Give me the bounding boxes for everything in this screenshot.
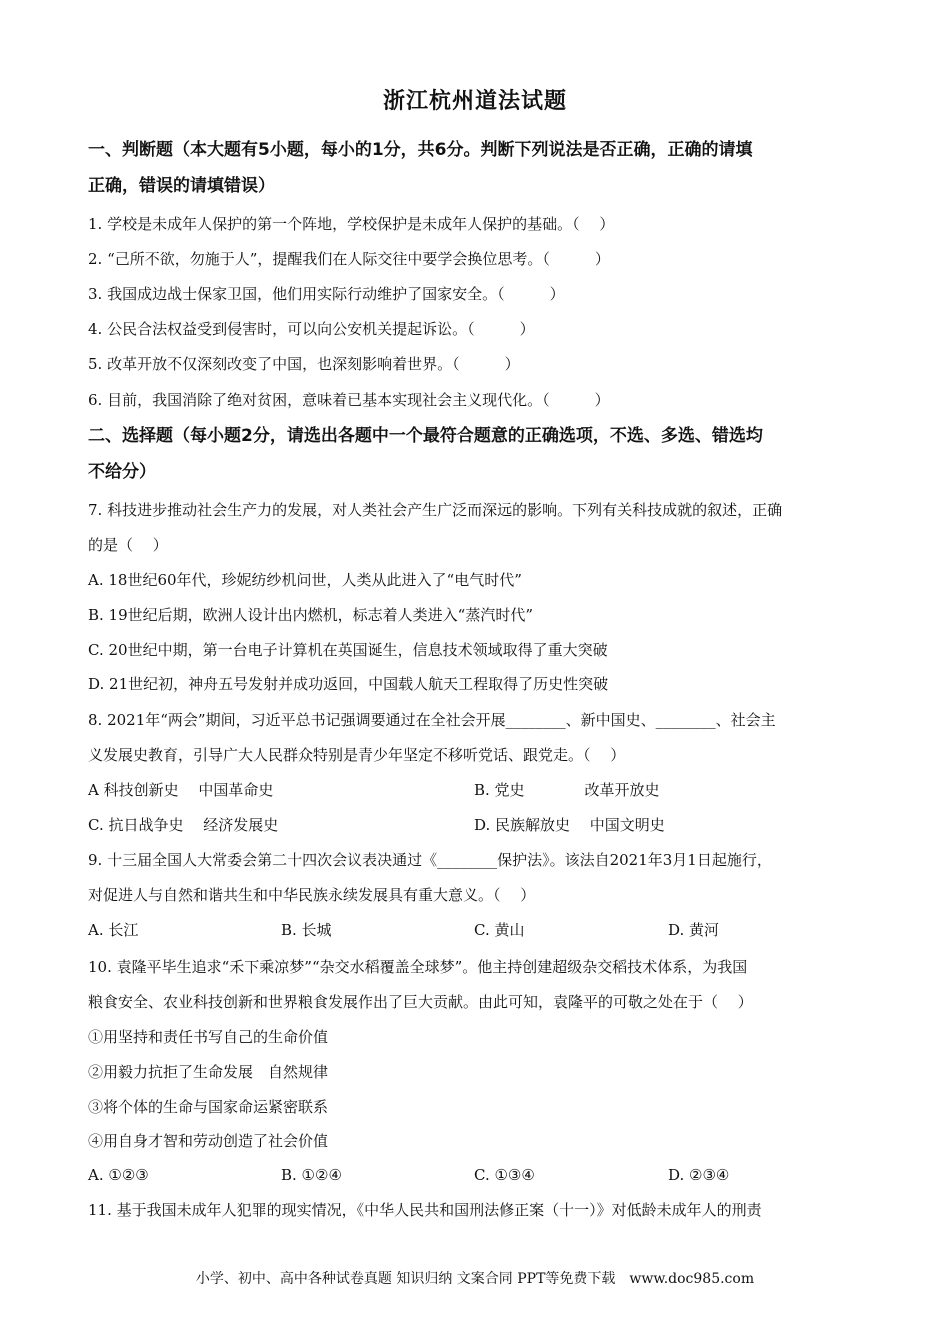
section2-heading: 二、选择题（每小题2分，请选出各题中一个最符合题意的正确选项，不选、多选、错选均 [88, 426, 763, 446]
question-10-statement-1: ①用坚持和责任书写自己的生命价值 [88, 1028, 329, 1046]
question-8-option-b: B. 党史 改革开放史 [474, 781, 660, 799]
question-4: 4. 公民合法权益受到侵害时，可以向公安机关提起诉讼。（ ） [88, 320, 535, 338]
question-9-option-d: D. 黄河 [668, 921, 720, 939]
section1-heading-cont: 正确，错误的请填错误） [88, 176, 275, 196]
question-7-stem: 7. 科技进步推动社会生产力的发展，对人类社会产生广泛而深远的影响。下列有关科技成就的叙述，正确 [88, 501, 783, 519]
question-7-stem-cont: 的是（ ） [88, 536, 168, 554]
question-7-option-a: A. 18世纪60年代，珍妮纺纱机问世，人类从此进入了“电气时代” [88, 571, 522, 589]
question-8-option-a: A 科技创新史 中国革命史 [88, 781, 274, 799]
question-9-option-a: A. 长江 [88, 921, 139, 939]
question-10-stem-cont: 粮食安全、农业科技创新和世界粮食发展作出了巨大贡献。由此可知，袁隆平的可敬之处在于（ ） [88, 993, 753, 1011]
question-8-option-d: D. 民族解放史 中国文明史 [474, 816, 665, 834]
question-7-option-d: D. 21世纪初，神舟五号发射并成功返回，中国载人航天工程取得了历史性突破 [88, 675, 609, 693]
question-11-stem: 11. 基于我国未成年人犯罪的现实情况，《中华人民共和国刑法修正案（十一）》对低龄未成年人的刑责 [88, 1201, 762, 1219]
question-5: 5. 改革开放不仅深刻改变了中国，也深刻影响着世界。（ ） [88, 355, 520, 373]
question-10-option-c: C. ①③④ [474, 1166, 535, 1184]
question-2: 2. “己所不欲，勿施于人”，提醒我们在人际交往中要学会换位思考。（ ） [88, 250, 610, 268]
question-9-stem-cont: 对促进人与自然和谐共生和中华民族永续发展具有重大意义。（ ） [88, 886, 536, 904]
question-6: 6. 目前，我国消除了绝对贫困，意味着已基本实现社会主义现代化。（ ） [88, 391, 610, 409]
page-title: 浙江杭州道法试题 [382, 89, 567, 114]
question-9-option-c: C. 黄山 [474, 921, 525, 939]
question-7-option-c: C. 20世纪中期，第一台电子计算机在英国诞生，信息技术领域取得了重大突破 [88, 641, 608, 659]
question-10-stem: 10. 袁隆平毕生追求“禾下乘凉梦”“杂交水稻覆盖全球梦”。他主持创建超级杂交稻技术体系，为我国 [88, 958, 748, 976]
question-10-option-b: B. ①②④ [281, 1166, 342, 1184]
question-10-statement-4: ④用自身才智和劳动创造了社会价值 [88, 1132, 329, 1150]
question-8-option-c: C. 抗日战争史 经济发展史 [88, 816, 279, 834]
question-8-stem: 8. 2021年“两会”期间，习近平总书记强调要通过在全社会开展________、新中国史、________、社会主 [88, 711, 776, 729]
question-10-statement-3: ③将个体的生命与国家命运紧密联系 [88, 1098, 329, 1116]
page-footer: 小学、初中、高中各种试卷真题 知识归纳 文案合同 PPT等免费下载 www.doc985.com [195, 1271, 755, 1287]
question-9-option-b: B. 长城 [281, 921, 332, 939]
question-10-statement-2: ②用毅力抗拒了生命发展 自然规律 [88, 1063, 329, 1081]
question-10-option-d: D. ②③④ [668, 1166, 730, 1184]
question-3: 3. 我国成边战士保家卫国，他们用实际行动维护了国家安全。（ ） [88, 285, 565, 303]
question-1: 1. 学校是未成年人保护的第一个阵地，学校保护是未成年人保护的基础。（ ） [88, 215, 615, 233]
question-7-option-b: B. 19世纪后期，欧洲人设计出内燃机，标志着人类进入“蒸汽时代” [88, 606, 533, 624]
section1-heading: 一、判断题（本大题有5小题，每小的1分，共6分。判断下列说法是否正确，正确的请填 [88, 140, 753, 160]
question-8-stem-cont: 义发展史教育，引导广大人民群众特别是青少年坚定不移听党话、跟党走。（ ） [88, 746, 626, 764]
section2-heading-cont: 不给分） [88, 462, 156, 482]
question-9-stem: 9. 十三届全国人大常委会第二十四次会议表决通过《________保护法》。该法自2021年3月1日起施行， [88, 851, 772, 869]
question-10-option-a: A. ①②③ [88, 1166, 149, 1184]
